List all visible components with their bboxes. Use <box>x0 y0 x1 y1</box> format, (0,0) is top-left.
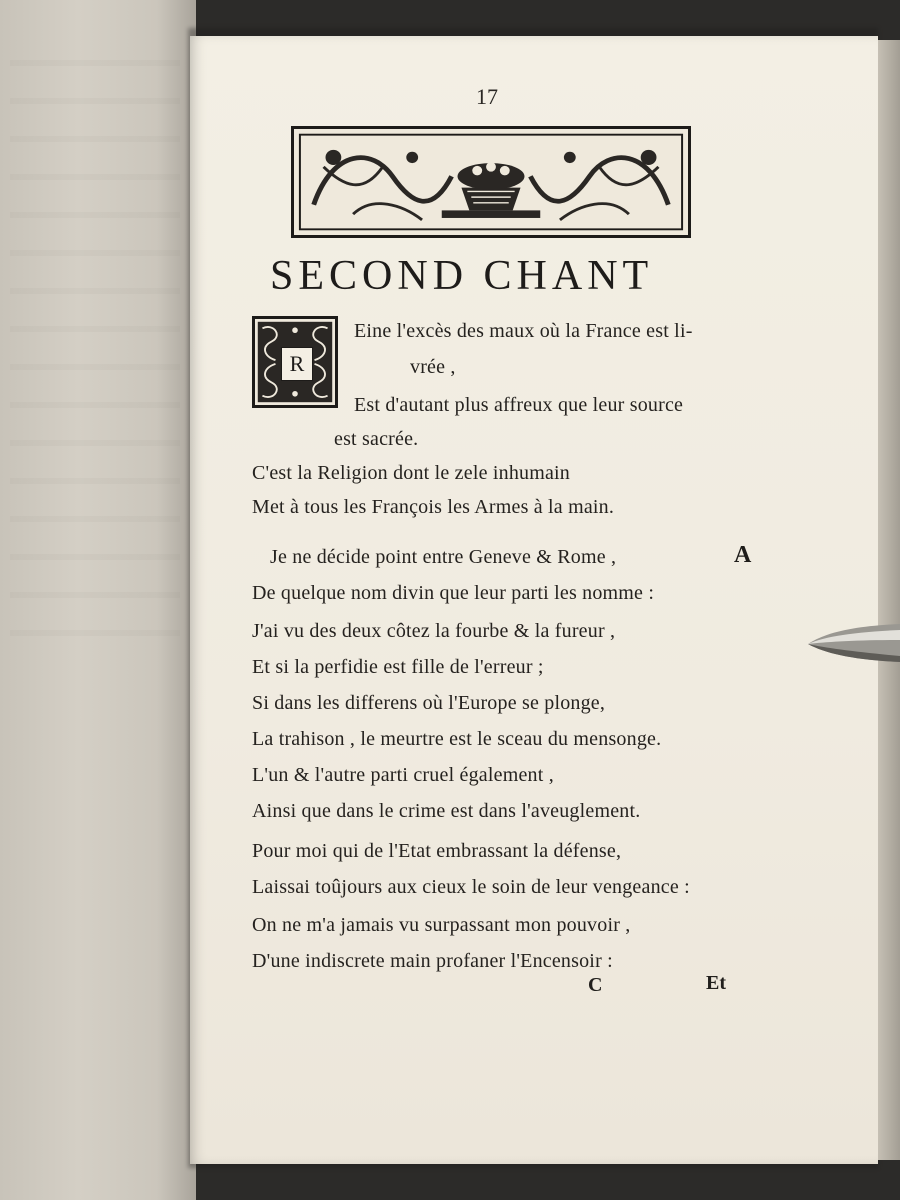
text-line: J'ai vu des deux côtez la fourbe & la fureur , <box>252 620 616 642</box>
left-page-bleed-through <box>10 60 180 660</box>
text-line: Met à tous les François les Armes à la main. <box>252 496 615 518</box>
text-line: D'une indiscrete main profaner l'Encensoir : <box>252 950 613 972</box>
dropcap-frame-icon <box>252 316 338 408</box>
chant-title: SECOND CHANT <box>270 253 654 299</box>
text-line: Pour moi qui de l'Etat embrassant la défense, <box>252 840 622 862</box>
text-line: Et si la perfidie est fille de l'erreur ; <box>252 656 544 678</box>
text-line: est sacrée. <box>334 428 419 450</box>
text-line: C'est la Religion dont le zele inhumain <box>252 462 571 484</box>
left-page <box>0 0 196 1200</box>
page-number: 17 <box>476 84 498 109</box>
text-line: L'un & l'autre parti cruel également , <box>252 764 554 786</box>
text-line: La trahison , le meurtre est le sceau du mensonge. <box>252 728 662 750</box>
text-line: Je ne décide point entre Geneve & Rome , <box>270 546 617 568</box>
signature-mark: A <box>734 542 752 568</box>
text-line: De quelque nom divin que leur parti les nomme : <box>252 582 655 604</box>
text-line: On ne m'a jamais vu surpassant mon pouvoir , <box>252 914 631 936</box>
text-line: Eine l'excès des maux où la France est li- <box>354 320 693 342</box>
pointer-icon <box>806 618 900 668</box>
text-line: Laissai toûjours aux cieux le soin de leur vengeance : <box>252 876 690 898</box>
text-line: vrée , <box>410 356 456 378</box>
text-line: Si dans les differens où l'Europe se plonge, <box>252 692 606 714</box>
text-line: Est d'autant plus affreux que leur source <box>354 394 684 416</box>
ornamental-headpiece-icon <box>291 126 691 238</box>
catchword: Et <box>706 972 726 994</box>
signature-letter: C <box>588 974 603 996</box>
dropcap-letter: R <box>281 347 313 381</box>
text-line: Ainsi que dans le crime est dans l'aveuglement. <box>252 800 641 822</box>
